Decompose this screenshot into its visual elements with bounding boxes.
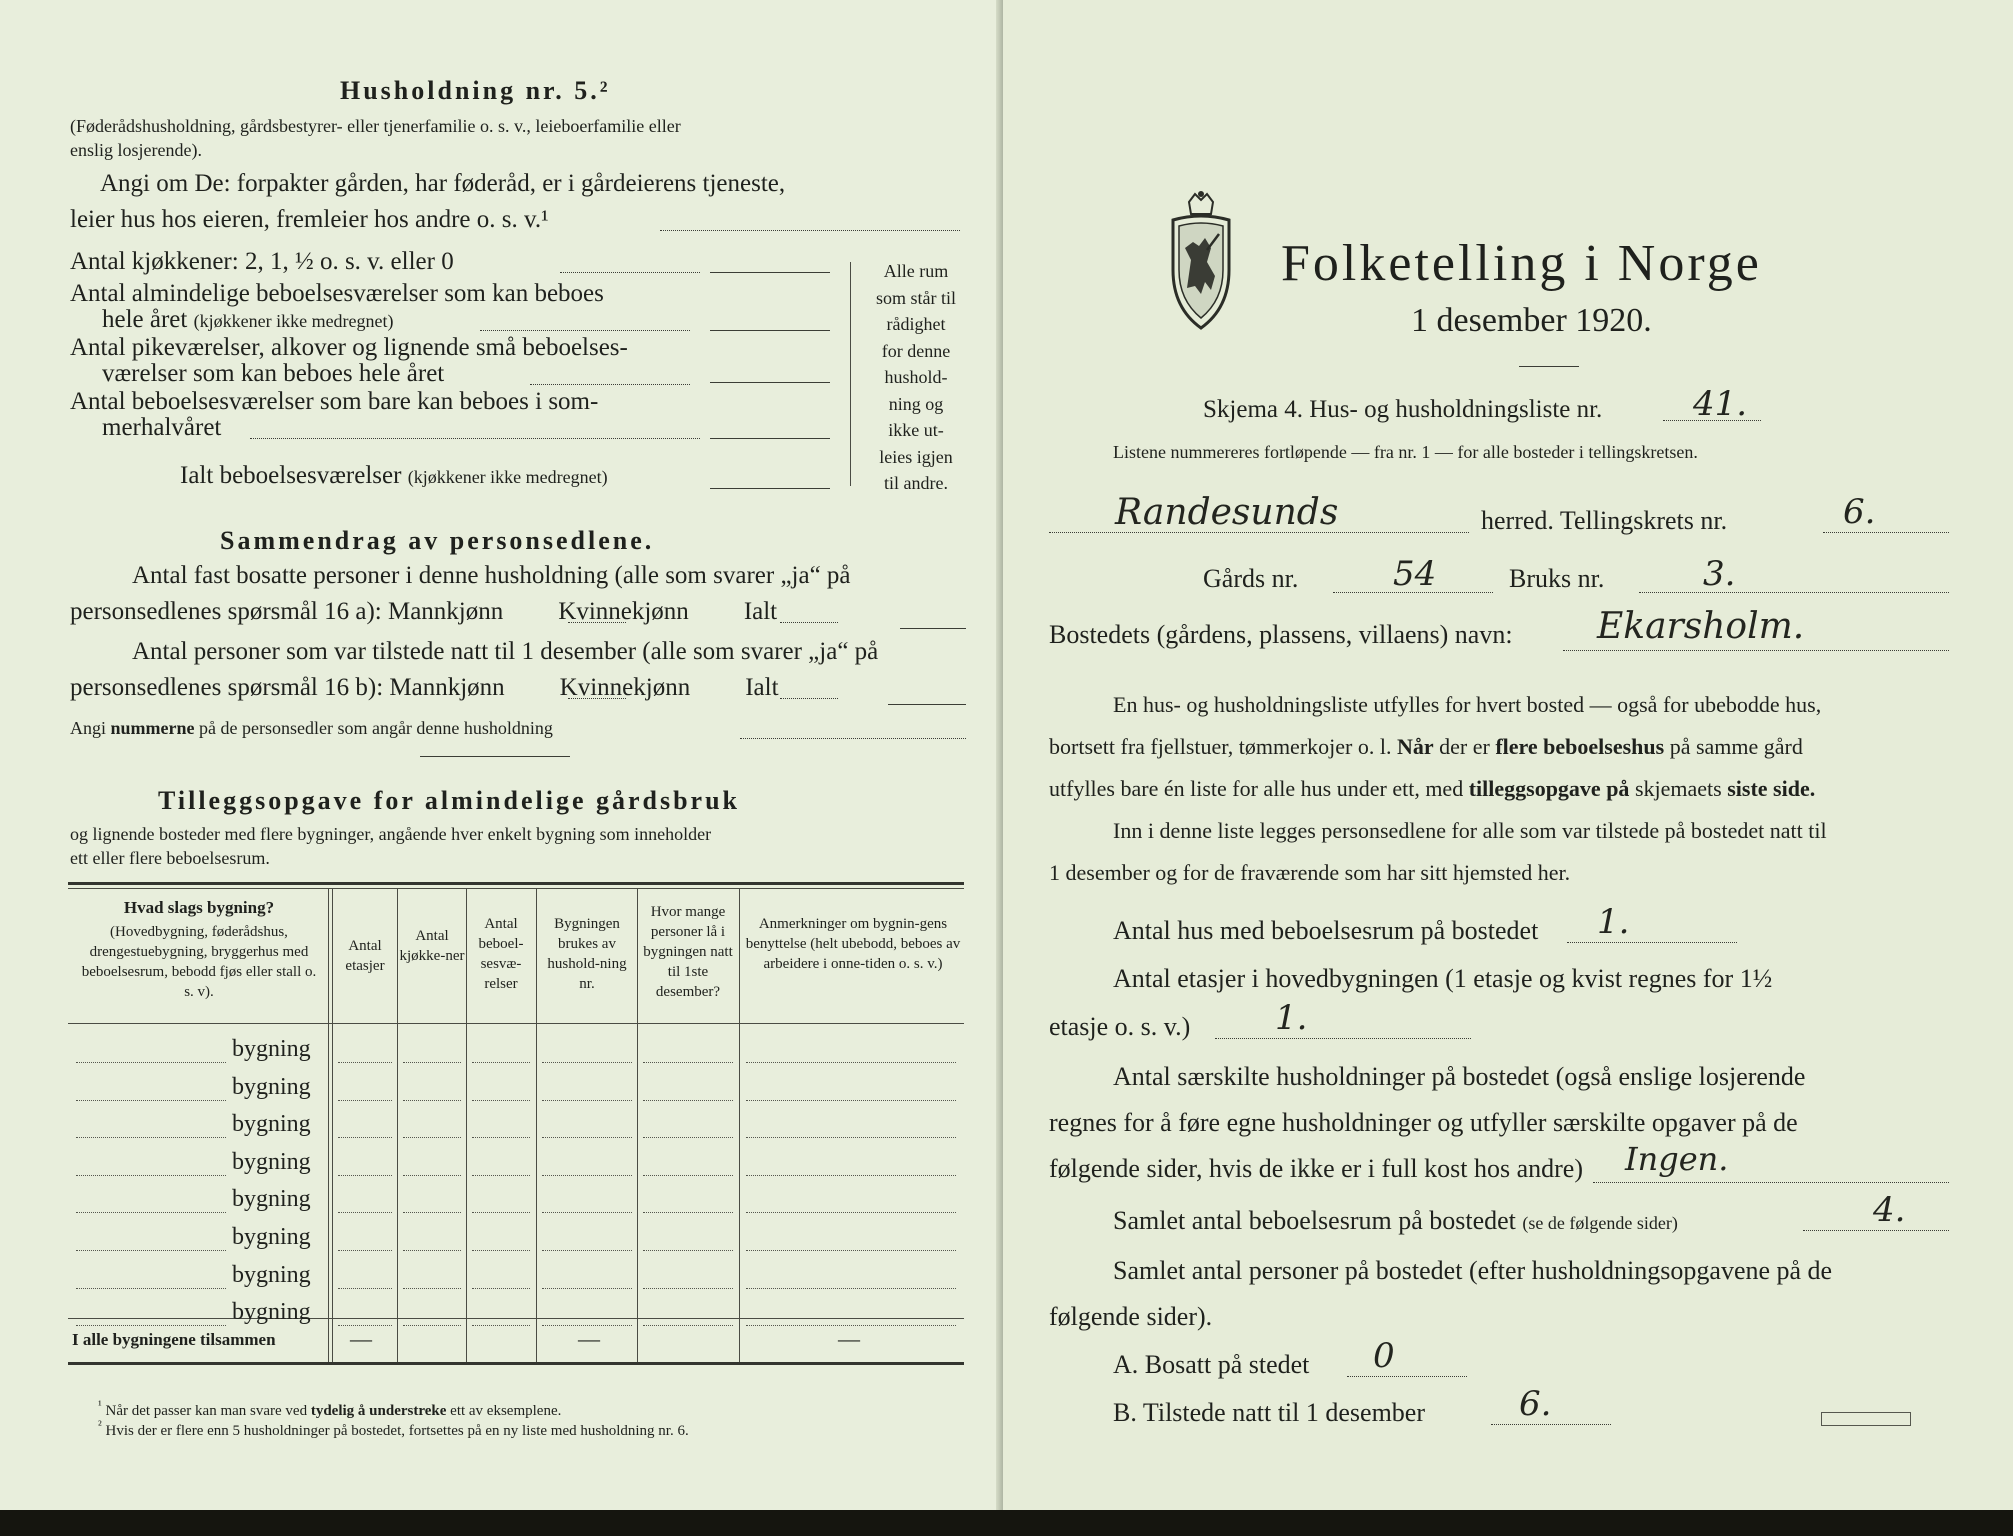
table-col-divider-5 — [637, 888, 638, 1362]
gards-value: 54 — [1393, 554, 1437, 594]
col4-head: Bygningen brukes av hushold-ning nr. — [547, 916, 627, 992]
etasjer-value: 1. — [1275, 998, 1308, 1038]
total-buildings-label: I alle bygningene tilsammen — [72, 1330, 276, 1349]
brace-note-3: rådighet — [886, 314, 946, 334]
herred-label: herred. Tellingskrets nr. — [1481, 506, 1728, 535]
summer-rooms-label-1: Antal beboelsesværelser som bare kan beboes i som- — [70, 388, 599, 415]
skjema-line — [1663, 420, 1761, 421]
brace-note-9: til andre. — [884, 473, 948, 493]
kitchens-label: Antal kjøkkener: 2, 1, ½ o. s. v. eller 0 — [70, 248, 454, 275]
building-row-label: bygning — [232, 1186, 311, 1212]
summary-p2-total: Ialt — [745, 674, 779, 701]
summary-title: Sammendrag av personsedlene. — [220, 526, 655, 555]
table-top-rule — [68, 882, 964, 885]
hush-value: Ingen. — [1625, 1140, 1729, 1178]
building-row-dots — [403, 1137, 461, 1138]
etasjer-line-1: Antal etasjer i hovedbygningen (1 etasje og kvist regnes for 1½ — [1113, 964, 1773, 993]
building-row-dots — [338, 1137, 392, 1138]
right-page — [1003, 0, 2013, 1536]
building-row-dots — [338, 1212, 392, 1213]
building-row-dots — [643, 1137, 733, 1138]
gards-line — [1333, 592, 1493, 593]
building-row-dots — [746, 1250, 956, 1251]
numbers-answer-line — [740, 738, 966, 739]
gards-label: Gårds nr. — [1203, 564, 1299, 593]
rum-label — [1113, 1206, 1678, 1236]
table-bottom-rule — [68, 1362, 964, 1365]
building-row-dots — [472, 1175, 530, 1176]
a-line — [1347, 1376, 1467, 1377]
building-row-dots — [542, 1100, 632, 1101]
building-row-dots — [542, 1137, 632, 1138]
para1-l2-e: på samme gård — [1669, 734, 1803, 759]
summary-p1-line1: Antal fast bosatte personer i denne husholdning (alle som svarer „ja“ på — [132, 562, 851, 589]
building-row-dots — [643, 1288, 733, 1289]
farm-sub-1: og lignende bosteder med flere bygninger, angående hver enkelt bygning som inneholder — [70, 824, 712, 844]
skjema-value: 41. — [1693, 384, 1748, 424]
fn1-mark: ¹ — [98, 1398, 102, 1412]
building-row-label: bygning — [232, 1299, 311, 1325]
hush-line-2: regnes for å føre egne husholdninger og utfyller særskilte opgaver på de — [1049, 1108, 1798, 1137]
hush-line-3: følgende sider, hvis de ikke er i full kost hos andre) — [1049, 1154, 1583, 1183]
building-row-dots — [643, 1175, 733, 1176]
ordinary-dots — [480, 330, 690, 331]
para2-line2: 1 desember og for de fraværende som har sitt hjemsted her. — [1049, 860, 1571, 885]
building-row-dots — [76, 1250, 226, 1251]
building-row-dots — [746, 1288, 956, 1289]
bruks-value: 3. — [1703, 554, 1736, 594]
ordinary-rooms-note: (kjøkkener ikke medregnet) — [193, 311, 394, 331]
building-row-label: bygning — [232, 1036, 311, 1062]
ordinary-rooms-label-1: Antal almindelige beboelsesværelser som kan beboes — [70, 280, 604, 307]
col0-body: (Hovedbygning, føderådshus, drengestuebygning, bryggerhus med beboelsesrum, bebodd fjøs eller stall o. s. v). — [81, 924, 317, 1000]
para1-line1: En hus- og husholdningsliste utfylles for hvert bosted — også for ubebodde hus, — [1113, 692, 1822, 717]
total-rooms-text: Ialt beboelsesværelser — [180, 462, 402, 489]
para1-line3 — [1049, 776, 1815, 802]
building-row-dots — [403, 1212, 461, 1213]
building-row-dots — [76, 1212, 226, 1213]
building-row-dots — [542, 1288, 632, 1289]
a-value: 0 — [1373, 1336, 1395, 1376]
p2-men-line — [568, 698, 626, 699]
summary-p1-women: Kvinnekjønn — [558, 598, 689, 625]
building-row-dots — [403, 1062, 461, 1063]
b-value: 6. — [1519, 1384, 1552, 1424]
total-dash-2: — — [578, 1326, 600, 1351]
maid-dots — [530, 384, 690, 385]
kitchens-dots — [560, 272, 700, 273]
building-row-dots — [643, 1250, 733, 1251]
building-row-dots — [403, 1288, 461, 1289]
building-row-dots — [472, 1250, 530, 1251]
col5-head: Hvor mange personer lå i bygningen natt til 1ste desember? — [643, 904, 733, 1000]
rum-label-text: Samlet antal beboelsesrum på bostedet — [1113, 1206, 1516, 1235]
para1-l3-a: utfylles bare én liste for alle hus under ett, med — [1049, 776, 1464, 801]
summary-p1-total: Ialt — [743, 598, 778, 625]
footnote-1-c: ett av eksemplene. — [450, 1403, 562, 1419]
p1-total-line — [900, 628, 966, 629]
brace-note-6: ning og — [888, 393, 944, 414]
bosted-label: Bostedets (gårdens, plassens, villaens) navn: — [1049, 620, 1513, 649]
ordinary-rooms-label-2 — [102, 306, 394, 334]
ask-line-1: Angi om De: forpakter gården, har føderåd, er i gårdeierens tjeneste, — [100, 170, 786, 197]
para1-l3-d: siste side. — [1727, 776, 1816, 801]
col0-title: Hvad slags bygning? — [123, 898, 275, 917]
left-page — [0, 0, 1003, 1536]
building-row-dots — [338, 1062, 392, 1063]
building-row-dots — [76, 1288, 226, 1289]
census-date: 1 desember 1920. — [1411, 302, 1652, 339]
col3-head: Antal beboel-sesvæ-relser — [478, 916, 524, 992]
footnote-2-text: Hvis der er flere enn 5 husholdninger på bostedet, fortsettes på en ny liste med husholdning nr. 6. — [105, 1423, 689, 1439]
building-row-dots — [403, 1100, 461, 1101]
bruks-line — [1639, 592, 1949, 593]
total-dash-3: — — [838, 1326, 860, 1351]
summer-dots — [250, 438, 700, 439]
building-row-dots — [472, 1288, 530, 1289]
building-row-label: bygning — [232, 1111, 311, 1137]
hus-value: 1. — [1597, 902, 1630, 942]
maid-rooms-label-1: Antal pikeværelser, alkover og lignende små beboelses- — [70, 334, 628, 361]
household-title: Husholdning nr. 5.² — [340, 76, 611, 105]
building-row-dots — [542, 1062, 632, 1063]
building-row-dots — [746, 1137, 956, 1138]
printer-stamp — [1821, 1412, 1911, 1426]
building-row-label: bygning — [232, 1262, 311, 1288]
numbers-a: Angi — [70, 718, 106, 738]
para1-l2-b: Når — [1396, 734, 1434, 759]
intro-line-2: enslig losjerende). — [70, 140, 202, 160]
rum-value: 4. — [1873, 1190, 1906, 1230]
maid-answer-line — [710, 382, 830, 383]
summary-p2-men: personsedlenes spørsmål 16 b): Mannkjønn — [70, 674, 505, 701]
building-row-dots — [403, 1250, 461, 1251]
building-row-dots — [643, 1062, 733, 1063]
building-row-dots — [746, 1212, 956, 1213]
numbers-b: nummerne — [110, 718, 195, 738]
farm-title: Tilleggsopgave for almindelige gårdsbruk — [158, 786, 741, 815]
building-row-dots — [746, 1100, 956, 1101]
p2-total-line — [888, 704, 966, 705]
hush-line — [1593, 1182, 1949, 1183]
building-row-dots — [542, 1175, 632, 1176]
building-row-dots — [338, 1100, 392, 1101]
summary-p1-line2 — [70, 598, 777, 626]
para1-l3-c: skjemaets — [1634, 776, 1722, 801]
building-row-dots — [338, 1250, 392, 1251]
building-row-dots — [472, 1100, 530, 1101]
hus-line — [1567, 942, 1737, 943]
hush-line-1: Antal særskilte husholdninger på bostedet (også enslige losjerende — [1113, 1062, 1806, 1091]
building-row-dots — [472, 1212, 530, 1213]
building-row-label: bygning — [232, 1224, 311, 1250]
b-line — [1491, 1424, 1611, 1425]
table-top-rule-2 — [68, 888, 964, 889]
building-row-dots — [76, 1137, 226, 1138]
bosted-line — [1563, 650, 1949, 651]
building-row-dots — [472, 1137, 530, 1138]
para2-line1: Inn i denne liste legges personsedlene for alle som var tilstede på bostedet natt til — [1113, 818, 1827, 843]
para1-line2 — [1049, 734, 1803, 760]
building-row-dots — [76, 1062, 226, 1063]
b-label: B. Tilstede natt til 1 desember — [1113, 1398, 1425, 1427]
p1-women-line — [780, 622, 838, 623]
census-title: Folketelling i Norge — [1281, 235, 1762, 292]
a-label: A. Bosatt på stedet — [1113, 1350, 1310, 1379]
col6-head: Anmerkninger om bygnin-gens benyttelse (helt ubebodd, beboes av arbeidere i onne-tiden o. s. v.) — [745, 916, 961, 972]
building-row-dots — [76, 1175, 226, 1176]
farm-sub-2: ett eller flere beboelsesrum. — [70, 848, 270, 868]
ask-line-2: leier hus hos eieren, fremleier hos andre o. s. v.¹ — [70, 206, 549, 233]
hus-label: Antal hus med beboelsesrum på bostedet — [1113, 916, 1539, 945]
pers-line-2: følgende sider). — [1049, 1302, 1213, 1331]
bosted-value: Ekarsholm. — [1597, 606, 1805, 647]
p1-men-line — [568, 622, 626, 623]
table-col-divider-2 — [397, 888, 398, 1362]
table-head-rule — [68, 1023, 964, 1024]
herred-value: Randesunds — [1115, 492, 1339, 533]
total-dash-1: — — [350, 1326, 372, 1351]
building-row-dots — [746, 1175, 956, 1176]
fn2-mark: ² — [98, 1418, 102, 1432]
table-col-divider-1b — [332, 888, 333, 1362]
summer-rooms-label-2: merhalvåret — [102, 414, 222, 441]
brace-note-4: for denne — [881, 340, 951, 361]
brace-note-2: som står til — [876, 287, 956, 308]
building-row-dots — [403, 1175, 461, 1176]
ordinary-answer-line — [710, 330, 830, 331]
building-row-dots — [76, 1100, 226, 1101]
bruks-label: Bruks nr. — [1509, 564, 1605, 593]
footnote-1-b: tydelig å understreke — [310, 1403, 447, 1419]
ask-answer-line — [660, 230, 960, 231]
brace-note-8: leies igjen — [879, 446, 953, 467]
footnote-1-a: Når det passer kan man svare ved — [105, 1403, 308, 1419]
brace-note-1: Alle rum — [883, 261, 949, 281]
building-row-label: bygning — [232, 1149, 311, 1175]
para1-l2-a: bortsett fra fjellstuer, tømmerkojer o. l. — [1049, 734, 1392, 759]
col2-head: Antal kjøkke-ner — [399, 928, 465, 964]
skjema-label: Skjema 4. Hus- og husholdningsliste nr. — [1203, 396, 1603, 423]
building-row-dots — [643, 1100, 733, 1101]
etasjer-line-2: etasje o. s. v.) — [1049, 1012, 1191, 1041]
numbering-note: Listene nummereres fortløpende — fra nr. 1 — for alle bosteder i tellingskretsen. — [1113, 442, 1698, 462]
brace-note — [868, 258, 964, 497]
total-rooms-note: (kjøkkener ikke medregnet) — [407, 467, 608, 487]
building-row-dots — [643, 1325, 733, 1326]
building-row-dots — [338, 1288, 392, 1289]
norway-coat-of-arms-icon — [1161, 190, 1241, 340]
rum-note: (se de følgende sider) — [1522, 1213, 1678, 1233]
section-rule — [420, 756, 570, 757]
brace-note-5: hushold- — [884, 367, 948, 387]
krets-value: 6. — [1843, 492, 1876, 532]
pers-line-1: Samlet antal personer på bostedet (efter husholdningsopgavene på de — [1113, 1256, 1833, 1285]
building-row-dots — [472, 1325, 530, 1326]
intro-line-1: (Føderådshusholdning, gårdsbestyrer- eller tjenerfamilie o. s. v., leieboerfamilie eller — [70, 116, 681, 136]
table-col-divider-1 — [328, 888, 329, 1362]
para1-l2-c: der er — [1439, 734, 1490, 759]
table-col-divider-6 — [739, 888, 740, 1362]
kitchens-answer-line — [710, 272, 830, 273]
summary-p1-men: personsedlenes spørsmål 16 a): Mannkjønn — [70, 598, 504, 625]
col1-head: Antal etasjer — [345, 938, 385, 974]
p2-women-line — [780, 698, 838, 699]
numbers-line — [70, 718, 553, 739]
brace-note-7: ikke ut- — [888, 420, 944, 440]
etasjer-line — [1215, 1038, 1471, 1039]
total-answer-line — [710, 488, 830, 489]
para1-l2-d: flere beboelseshus — [1495, 734, 1665, 759]
summary-p2-line2 — [70, 674, 779, 702]
building-row-dots — [643, 1212, 733, 1213]
table-col-divider-3 — [466, 888, 467, 1362]
building-row-label: bygning — [232, 1074, 311, 1100]
scan-bottom-edge — [0, 1510, 2013, 1536]
title-rule — [1519, 366, 1579, 367]
table-col-divider-4 — [536, 888, 537, 1362]
brace-line — [850, 262, 851, 486]
summary-p2-women: Kvinnekjønn — [559, 674, 691, 701]
building-row-dots — [542, 1250, 632, 1251]
building-row-dots — [76, 1325, 226, 1326]
total-rooms-label — [180, 462, 608, 490]
rum-line — [1803, 1230, 1949, 1231]
summer-answer-line — [710, 438, 830, 439]
building-row-dots — [403, 1325, 461, 1326]
maid-rooms-label-2: værelser som kan beboes hele året — [102, 360, 445, 387]
table-total-rule — [68, 1318, 964, 1319]
building-row-dots — [472, 1062, 530, 1063]
herred-line — [1049, 532, 1469, 533]
ordinary-rooms-text: hele året — [102, 306, 188, 333]
krets-line — [1823, 532, 1949, 533]
footnote-2 — [98, 1418, 689, 1440]
building-row-dots — [746, 1062, 956, 1063]
para1-l3-b: tilleggsopgave på — [1468, 776, 1630, 801]
building-row-dots — [542, 1212, 632, 1213]
footnote-1 — [98, 1398, 561, 1420]
numbers-c: på de personsedler som angår denne husholdning — [199, 718, 553, 738]
building-row-dots — [338, 1175, 392, 1176]
summary-p2-line1: Antal personer som var tilstede natt til 1 desember (alle som svarer „ja“ på — [132, 638, 879, 665]
